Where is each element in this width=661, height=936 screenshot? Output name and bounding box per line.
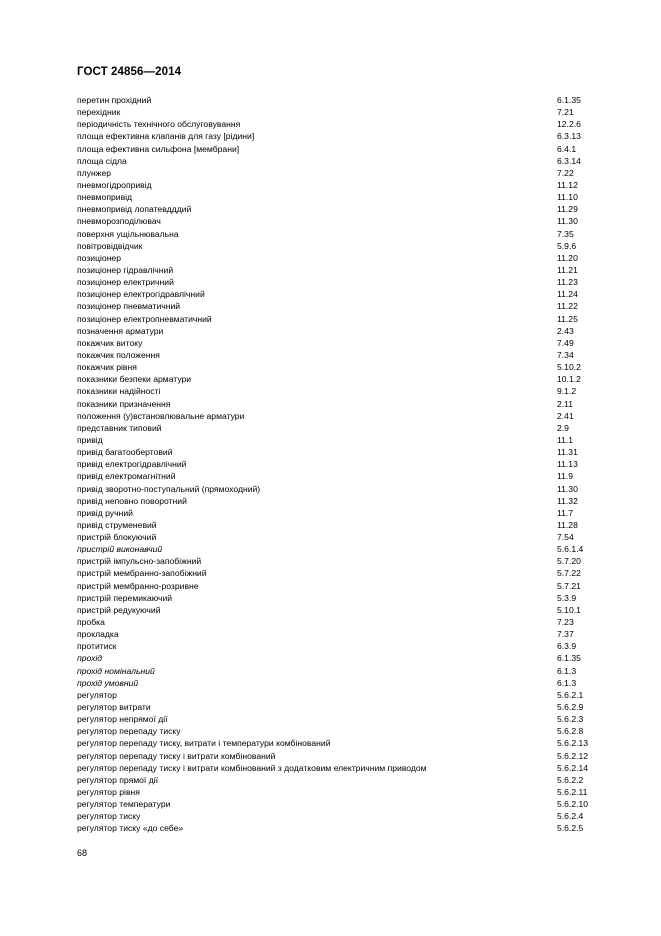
index-term: позиціонер: [77, 252, 121, 263]
index-reference: 7.35: [557, 228, 574, 239]
index-reference: 11.21: [557, 264, 578, 275]
index-reference: 7.54: [557, 532, 574, 543]
index-entry: [77, 446, 617, 458]
index-reference: 11.7: [557, 507, 574, 518]
index-reference: 5.6.2.9: [557, 702, 584, 713]
index-reference: 11.32: [557, 495, 578, 506]
index-reference: 2.9: [557, 422, 569, 433]
index-reference: 12.2.6: [557, 119, 581, 130]
index-term: пристрій редукуючий: [77, 604, 161, 615]
index-entry: [77, 725, 617, 737]
index-entry: [77, 628, 617, 640]
index-reference: 5.6.2.4: [557, 811, 584, 822]
index-term: позиціонер електропневматичний: [77, 313, 212, 324]
index-term: регулятор прямої дії: [77, 774, 159, 785]
index-reference: 11.10: [557, 192, 578, 203]
index-entry: [77, 118, 617, 130]
index-term: прохід номінальний: [77, 665, 155, 676]
index-reference: 11.12: [557, 179, 578, 190]
index-entry: [77, 737, 617, 749]
index-term: позиціонер пневматичний: [77, 301, 181, 312]
index-term: привід багатообертовий: [77, 447, 173, 458]
index-reference: 5.3.9: [557, 592, 577, 603]
index-reference: 11.30: [557, 216, 578, 227]
index-reference: 6.3.13: [557, 131, 581, 142]
index-reference: 11.28: [557, 519, 578, 530]
index-term: регулятор рівня: [77, 787, 140, 798]
index-reference: 5.6.2.3: [557, 714, 584, 725]
index-term: привід зворотно-поступальний (прямоходний): [77, 483, 261, 494]
index-entry: [77, 762, 617, 774]
index-reference: 5.6.2.5: [557, 823, 584, 834]
index-reference: 11.29: [557, 204, 578, 215]
index-reference: 11.9: [557, 471, 574, 482]
index-reference: 6.1.3: [557, 665, 577, 676]
index-entry: [77, 507, 617, 519]
index-reference: 6.4.1: [557, 143, 577, 154]
index-entry: [77, 106, 617, 118]
index-term: регулятор перепаду тиску і витрати комбінований: [77, 750, 276, 761]
index-reference: 5.6.2.1: [557, 689, 584, 700]
index-term: пристрій імпульсно-запобіжний: [77, 556, 202, 567]
index-entries: [77, 94, 617, 835]
index-term: пневмопривід: [77, 192, 133, 203]
index-entry: [77, 228, 617, 240]
index-term: пристрій перемикаючий: [77, 592, 173, 603]
index-term: регулятор непрямої дії: [77, 714, 168, 725]
index-entry: [77, 130, 617, 142]
index-term: привід неповно поворотний: [77, 495, 187, 506]
index-entry: [77, 167, 617, 179]
index-term: прохід: [77, 653, 103, 664]
index-entry: [77, 325, 617, 337]
index-term: позиціонер електрогідравлічний: [77, 289, 205, 300]
index-entry: [77, 264, 617, 276]
index-reference: 11.23: [557, 277, 578, 288]
index-reference: 2.43: [557, 325, 574, 336]
index-term: привід електрогідравлічний: [77, 459, 187, 470]
index-entry: [77, 774, 617, 786]
index-term: пристрій мембранно-запобіжний: [77, 568, 207, 579]
index-reference: 7.21: [557, 107, 574, 118]
index-term: пристрій мембранно-розривне: [77, 580, 199, 591]
index-entry: [77, 750, 617, 762]
index-term: площа сідла: [77, 155, 127, 166]
index-term: показники призначення: [77, 398, 171, 409]
index-reference: 7.49: [557, 337, 574, 348]
index-entry: [77, 179, 617, 191]
index-entry: [77, 677, 617, 689]
index-reference: 6.3.14: [557, 155, 581, 166]
index-reference: 6.1.35: [557, 95, 581, 105]
index-entry: [77, 191, 617, 203]
index-reference: 11.1: [557, 434, 574, 445]
index-reference: 7.34: [557, 349, 574, 360]
index-reference: 5.6.2.10: [557, 799, 589, 810]
index-term: пристрій блокуючий: [77, 532, 157, 543]
index-reference: 2.41: [557, 410, 574, 421]
index-entry: [77, 713, 617, 725]
index-entry: [77, 665, 617, 677]
index-entry: [77, 567, 617, 579]
index-term: представник типовий: [77, 422, 162, 433]
index-term: привід електромагнітний: [77, 471, 176, 482]
index-reference: 7.23: [557, 617, 574, 628]
index-entry: [77, 276, 617, 288]
index-reference: 5.7.21: [557, 580, 581, 591]
index-entry: [77, 519, 617, 531]
index-reference: 5.6.1.4: [557, 544, 584, 555]
index-entry: [77, 337, 617, 349]
index-entry: [77, 373, 617, 385]
index-reference: 5.7.22: [557, 568, 581, 579]
index-entry: [77, 434, 617, 446]
index-term: площа ефективна сильфона [мембрани]: [77, 143, 240, 154]
index-term: пневмогідропривід: [77, 179, 152, 190]
index-term: прокладка: [77, 629, 119, 640]
index-entry: [77, 592, 617, 604]
index-term: плунжер: [77, 167, 112, 178]
index-entry: [77, 543, 617, 555]
index-entry: [77, 215, 617, 227]
index-entry: [77, 300, 617, 312]
index-reference: 10.1.2: [557, 374, 581, 385]
index-term: пробка: [77, 617, 105, 628]
index-term: показники безпеки арматури: [77, 374, 192, 385]
index-term: покажчик витоку: [77, 337, 143, 348]
index-reference: 5.6.2.2: [557, 774, 584, 785]
index-term: позиціонер гідравлічний: [77, 264, 174, 275]
page-number: 68: [77, 848, 88, 858]
index-entry: [77, 483, 617, 495]
index-entry: [77, 410, 617, 422]
index-term: покажчик рівня: [77, 362, 137, 373]
index-reference: 2.11: [557, 398, 574, 409]
index-reference: 5.10.2: [557, 362, 581, 373]
index-entry: [77, 385, 617, 397]
index-term: положення (у)встановлювальне арматури: [77, 410, 245, 421]
index-reference: 11.31: [557, 447, 578, 458]
index-reference: 9.1.2: [557, 386, 577, 397]
index-term: привід: [77, 434, 103, 445]
index-entry: [77, 822, 617, 834]
index-entry: [77, 786, 617, 798]
index-term: повітровідвідчик: [77, 240, 143, 251]
index-term: позначення арматури: [77, 325, 164, 336]
index-entry: [77, 616, 617, 628]
index-term: регулятор тиску: [77, 811, 141, 822]
index-entry: [77, 531, 617, 543]
index-entry: [77, 361, 617, 373]
index-reference: 11.25: [557, 313, 578, 324]
index-term: площа ефективна клапанів для газу [рідини]: [77, 131, 255, 142]
index-reference: 5.6.2.11: [557, 787, 588, 798]
index-reference: 6.1.3: [557, 677, 577, 688]
index-term: перехідник: [77, 107, 121, 118]
index-term: поверхня ущільнювальна: [77, 228, 179, 239]
index-term: регулятор тиску «до себе»: [77, 823, 184, 834]
index-term: регулятор витрати: [77, 702, 151, 713]
index-entry: [77, 555, 617, 567]
index-term: привід струменевий: [77, 519, 157, 530]
index-term: регулятор перепаду тиску, витрати і температури комбінований: [77, 738, 331, 749]
index-term: регулятор температури: [77, 799, 171, 810]
document-header: ГОСТ 24856—2014: [77, 66, 182, 78]
index-reference: 11.13: [557, 459, 578, 470]
index-entry: [77, 288, 617, 300]
index-term: показники надійності: [77, 386, 161, 397]
index-entry: [77, 640, 617, 652]
index-entry: [77, 349, 617, 361]
index-entry: [77, 240, 617, 252]
index-entry: [77, 94, 617, 106]
index-entry: [77, 458, 617, 470]
index-reference: 6.1.35: [557, 653, 581, 664]
index-entry: [77, 398, 617, 410]
index-reference: 11.20: [557, 252, 578, 263]
index-term: позиціонер електричний: [77, 277, 174, 288]
index-entry: [77, 313, 617, 325]
index-reference: 11.24: [557, 289, 578, 300]
index-reference: 5.6.2.13: [557, 738, 589, 749]
index-term: пневмопривід лопатевдддий: [77, 204, 192, 215]
index-term: регулятор перепаду тиску і витрати комбінований з додатковим електричним приводом: [77, 762, 427, 773]
index-entry: [77, 143, 617, 155]
index-term: протитиск: [77, 641, 117, 652]
index-entry: [77, 689, 617, 701]
index-entry: [77, 652, 617, 664]
index-entry: [77, 798, 617, 810]
index-reference: 5.7.20: [557, 556, 581, 567]
index-entry: [77, 604, 617, 616]
index-reference: 5.6.2.14: [557, 762, 589, 773]
index-term: регулятор: [77, 689, 117, 700]
index-entry: [77, 155, 617, 167]
index-term: пневморозподілювач: [77, 216, 161, 227]
index-entry: [77, 470, 617, 482]
index-entry: [77, 810, 617, 822]
index-term: пристрій виконавчий: [77, 544, 163, 555]
index-entry: [77, 495, 617, 507]
index-term: прохід умовний: [77, 677, 139, 688]
index-entry: [77, 422, 617, 434]
index-entry: [77, 580, 617, 592]
index-entry: [77, 203, 617, 215]
index-term: періодичність технічного обслуговування: [77, 119, 241, 130]
index-entry: [77, 701, 617, 713]
index-reference: 5.6.2.12: [557, 750, 589, 761]
index-reference: 11.30: [557, 483, 578, 494]
index-term: покажчик положення: [77, 349, 160, 360]
index-reference: 6.3.9: [557, 641, 577, 652]
index-reference: 7.37: [557, 629, 574, 640]
index-reference: 5.9.6: [557, 240, 577, 251]
index-reference: 11.22: [557, 301, 578, 312]
index-reference: 7.22: [557, 167, 574, 178]
index-term: перетин прохідний: [77, 95, 152, 105]
index-entry: [77, 252, 617, 264]
index-reference: 5.6.2.8: [557, 726, 584, 737]
index-reference: 5.10.1: [557, 604, 581, 615]
index-term: регулятор перепаду тиску: [77, 726, 181, 737]
index-term: привід ручний: [77, 507, 133, 518]
